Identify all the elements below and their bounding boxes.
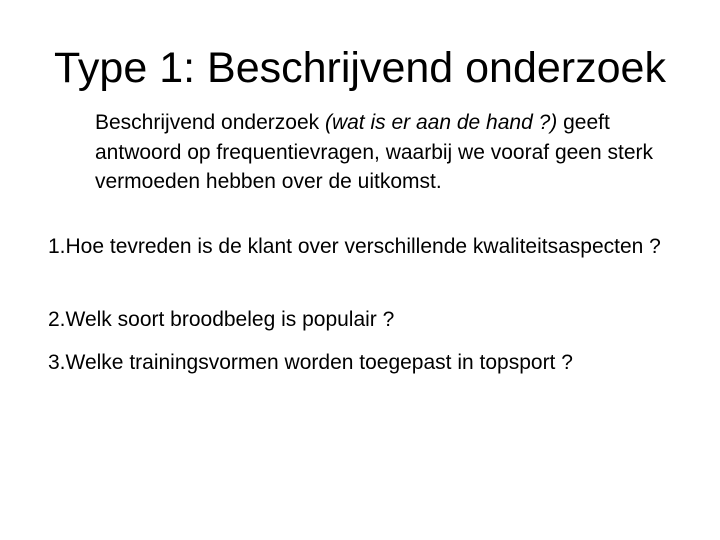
intro-paragraph: [95, 108, 695, 197]
list-item-number: 3.: [48, 351, 66, 374]
list-item-text: Welke trainingsvormen worden toegepast in topsport ?: [65, 351, 573, 374]
slide-title: Type 1: Beschrijvend onderzoek: [54, 44, 666, 92]
list-item-text: Hoe tevreden is de klant over verschillende kwaliteitsaspecten ?: [65, 235, 661, 258]
list-item: [48, 305, 394, 335]
intro-lead: Beschrijvend onderzoek: [95, 111, 325, 134]
example-questions-list: [48, 232, 708, 374]
list-item-text: Welk soort broodbeleg is populair ?: [65, 308, 395, 331]
list-item: [48, 232, 708, 289]
list-item-number: 2.: [48, 308, 66, 331]
intro-emphasis: (wat is er aan de hand ?): [324, 111, 558, 134]
list-item: [48, 348, 573, 378]
intro-rest: geeft antwoord op frequentievragen, waarbij we vooraf geen sterk vermoeden hebben over de uitkomst.: [95, 111, 653, 193]
list-item-number: 1.: [48, 235, 66, 258]
